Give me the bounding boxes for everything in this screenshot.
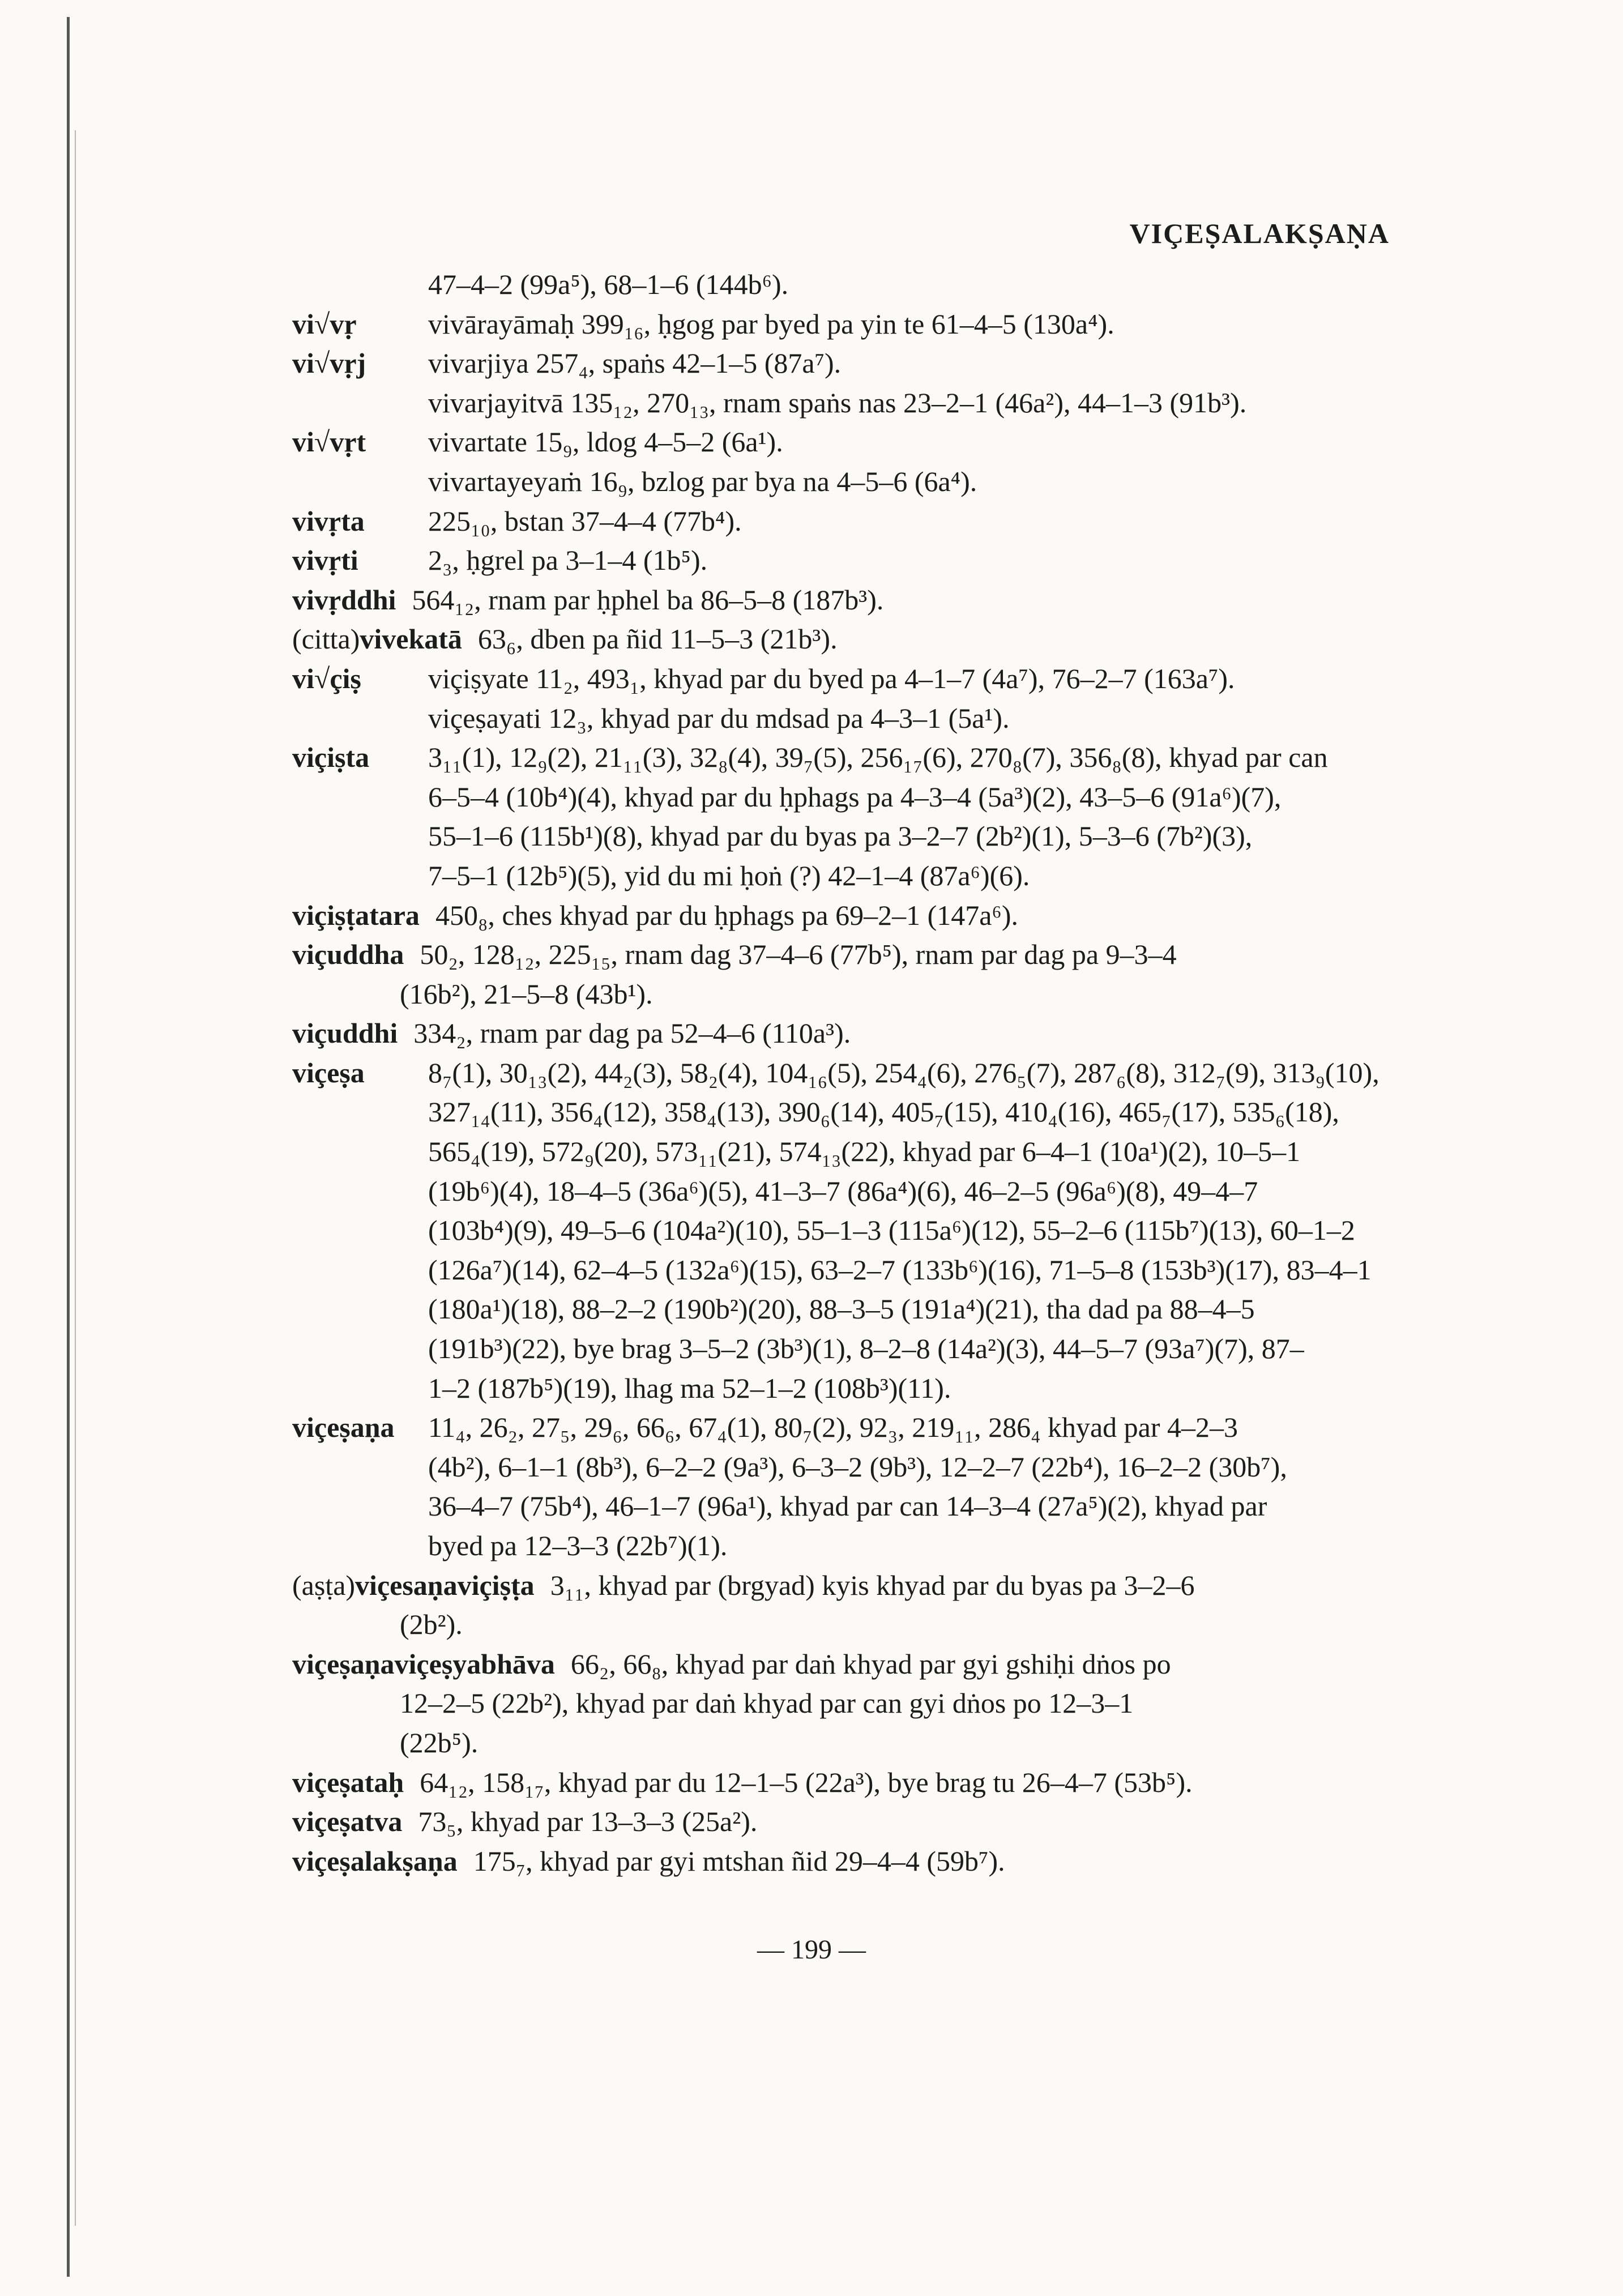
headword-text: vivṛti [292, 544, 358, 577]
entry-list [292, 265, 1391, 1881]
entry-headword [292, 1648, 555, 1680]
entry-line: vivarjiya 257₄, spaṅs 42–1–5 (87a⁷). [428, 347, 842, 379]
entry-body [428, 344, 1391, 383]
headword-text: viçeṣa [292, 1056, 365, 1089]
dictionary-entry [292, 383, 1391, 423]
entry-body [428, 462, 1391, 502]
dictionary-entry [292, 1645, 1391, 1763]
entry-line: 6–5–4 (10b⁴)(4), khyad par du ḥphags pa 4–3–4 (5a³)(2), 43–5–6 (91a⁶)(7), [428, 780, 1282, 813]
entry-line: 8₇(1), 30₁₃(2), 44₂(3), 58₂(4), 104₁₆(5), 254₄(6), 276₅(7), 287₆(8), 312₇(9), 313₉(10), [428, 1056, 1379, 1089]
entry-headword [292, 1766, 404, 1798]
dictionary-entry [292, 265, 1391, 305]
headword-prefix: (aṣṭa) [292, 1569, 356, 1601]
entry-headword [292, 623, 462, 655]
entry-line: (191b³)(22), bye brag 3–5–2 (3b³)(1), 8–2–8 (14a²)(3), 44–5–7 (93a⁷)(7), 87– [428, 1333, 1304, 1365]
dictionary-entry [292, 462, 1391, 502]
page-binding-edge [67, 17, 70, 2277]
entry-headword [292, 305, 428, 344]
headword-text: viçeṣatva [292, 1806, 403, 1838]
entry-headword [292, 1017, 398, 1049]
entry-headword [292, 899, 420, 931]
entry-headword [292, 1408, 428, 1448]
entry-body [428, 383, 1391, 423]
headword-text: vivṛta [292, 505, 365, 537]
headword-text: viçesaṇaviçiṣṭa [355, 1569, 535, 1601]
entry-continuation-line: 12–2–5 (22b²), khyad par daṅ khyad par can gyi dṅos po 12–3–1 [400, 1687, 1134, 1719]
entry-text: 73₅, khyad par 13–3–3 (25a²). [418, 1806, 758, 1838]
headword-text: viçeṣaṇaviçeṣyabhāva [292, 1648, 555, 1680]
entry-headword [292, 1806, 402, 1837]
entry-line: 327₁₄(11), 356₄(12), 358₄(13), 390₆(14), 405₇(15), 410₄(16), 465₇(17), 535₆(18), [428, 1096, 1339, 1128]
dictionary-entry [292, 423, 1391, 462]
headword-text: viçiṣṭatara [292, 899, 420, 931]
entry-headword [292, 541, 428, 581]
dictionary-entry [292, 1802, 1391, 1842]
headword-text: vi√vṛ [292, 308, 357, 340]
entry-line [292, 1566, 1391, 1606]
entry-body [428, 423, 1391, 462]
entry-body [428, 699, 1391, 739]
entry-line: 11₄, 26₂, 27₅, 29₆, 66₆, 67₄(1), 80₇(2), 92₃, 219₁₁, 286₄ khyad par 4–2–3 [428, 1411, 1238, 1444]
headword-text: viçeṣataḥ [292, 1766, 404, 1798]
dictionary-entry [292, 305, 1391, 344]
entry-line [292, 1645, 1391, 1684]
entry-line: vivarjayitvā 135₁₂, 270₁₃, rnam spaṅs nas 23–2–1 (46a²), 44–1–3 (91b³). [428, 386, 1247, 419]
entry-headword [292, 1845, 458, 1877]
entry-headword [292, 1053, 428, 1093]
entry-text: 63₆, dben pa ñid 11–5–3 (21b³). [477, 623, 838, 655]
dictionary-entry [292, 502, 1391, 541]
entry-body [428, 738, 1391, 895]
entry-line: (4b²), 6–1–1 (8b³), 6–2–2 (9a³), 6–3–2 (9b³), 12–2–7 (22b⁴), 16–2–2 (30b⁷), [428, 1450, 1287, 1483]
dictionary-entry [292, 1763, 1391, 1803]
entry-headword [292, 1569, 535, 1601]
entry-text: 334₂, rnam par dag pa 52–4–6 (110a³). [413, 1017, 851, 1049]
entry-line: (180a¹)(18), 88–2–2 (190b²)(20), 88–3–5 (191a⁴)(21), tha dad pa 88–4–5 [428, 1293, 1255, 1325]
entry-text: 564₁₂, rnam par ḥphel ba 86–5–8 (187b³). [412, 583, 884, 616]
entry-headword [292, 584, 396, 616]
entry-body [428, 1408, 1391, 1565]
entry-line [292, 1014, 1391, 1053]
running-header: VIÇEṢALAKṢAṆA [1129, 217, 1390, 249]
entry-line [292, 896, 1391, 936]
entry-line: 3₁₁(1), 12₉(2), 21₁₁(3), 32₈(4), 39₇(5), 256₁₇(6), 270₈(7), 356₈(8), khyad par can [428, 741, 1328, 774]
entry-body [428, 1053, 1391, 1408]
entry-headword [292, 659, 428, 699]
dictionary-entry [292, 659, 1391, 699]
page-binding-shadow [75, 130, 76, 2226]
dictionary-entry [292, 581, 1391, 620]
entry-line: 565₄(19), 572₉(20), 573₁₁(21), 574₁₃(22), khyad par 6–4–1 (10a¹)(2), 10–5–1 [428, 1136, 1301, 1168]
dictionary-entry [292, 935, 1391, 1014]
entry-headword [292, 938, 404, 970]
dictionary-entry [292, 1408, 1391, 1565]
entry-line [292, 1802, 1391, 1842]
dictionary-entry [292, 344, 1391, 383]
entry-line [292, 1763, 1391, 1803]
entry-line [292, 620, 1391, 659]
entry-line [292, 935, 1391, 975]
headword-text: viçuddha [292, 938, 404, 971]
entry-line: (126a⁷)(14), 62–4–5 (132a⁶)(15), 63–2–7 (133b⁶)(16), 71–5–8 (153b³)(17), 83–4–1 [428, 1253, 1372, 1286]
dictionary-entry [292, 1842, 1391, 1881]
entry-text: 450₈, ches khyad par du ḥphags pa 69–2–1 (147a⁶). [435, 899, 1019, 931]
entry-body [428, 305, 1391, 344]
dictionary-entry [292, 1053, 1391, 1408]
dictionary-entry [292, 699, 1391, 739]
dictionary-entry [292, 1566, 1391, 1645]
entry-line: viçiṣyate 11₂, 493₁, khyad par du byed pa 4–1–7 (4a⁷), 76–2–7 (163a⁷). [428, 662, 1235, 694]
entry-headword [292, 738, 428, 778]
entry-line: 2₃, ḥgrel pa 3–1–4 (1b⁵). [428, 544, 708, 577]
headword-text: vivṛddhi [292, 583, 396, 616]
dictionary-entry [292, 738, 1391, 895]
entry-line: (103b⁴)(9), 49–5–6 (104a²)(10), 55–1–3 (115a⁶)(12), 55–2–6 (115b⁷)(13), 60–1–2 [428, 1214, 1355, 1247]
entry-line: 225₁₀, bstan 37–4–4 (77b⁴). [428, 505, 742, 537]
entry-line: byed pa 12–3–3 (22b⁷)(1). [428, 1530, 728, 1561]
entry-continuation-line: (16b²), 21–5–8 (43b¹). [400, 978, 653, 1010]
entry-line: vivārayāmaḥ 399₁₆, ḥgog par byed pa yin te 61–4–5 (130a⁴). [428, 308, 1114, 340]
entry-body [428, 659, 1391, 699]
entry-body [428, 265, 1391, 305]
headword-text: viçiṣta [292, 741, 370, 774]
headword-text: vi√çiṣ [292, 662, 361, 694]
entry-line: 7–5–1 (12b⁵)(5), yid du mi ḥoṅ (?) 42–1–4 (87a⁶)(6). [428, 859, 1030, 891]
entry-text: 175₇, khyad par gyi mtshan ñid 29–4–4 (59b⁷). [473, 1845, 1005, 1877]
entry-line: vivartayeyaṁ 16₉, bzlog par bya na 4–5–6 (6a⁴). [428, 465, 977, 497]
entry-body [428, 502, 1391, 541]
entry-headword [292, 502, 428, 541]
entry-text: 64₁₂, 158₁₇, khyad par du 12–1–5 (22a³), bye brag tu 26–4–7 (53b⁵). [420, 1766, 1193, 1798]
entry-line: (19b⁶)(4), 18–4–5 (36a⁶)(5), 41–3–7 (86a⁴)(6), 46–2–5 (96a⁶)(8), 49–4–7 [428, 1175, 1258, 1207]
entry-text: 3₁₁, khyad par (brgyad) kyis khyad par du byas pa 3–2–6 [550, 1569, 1195, 1601]
entry-line [292, 581, 1391, 620]
entry-body [428, 541, 1391, 581]
headword-text: viçuddhi [292, 1017, 398, 1049]
entry-line: 47–4–2 (99a⁵), 68–1–6 (144b⁶). [428, 268, 789, 300]
entry-line: viçeṣayati 12₃, khyad par du mdsad pa 4–3–1 (5a¹). [428, 702, 1010, 734]
dictionary-entry [292, 896, 1391, 936]
headword-text: vi√vṛj [292, 347, 366, 379]
headword-text: viçeṣalakṣaṇa [292, 1845, 458, 1877]
entry-line: 1–2 (187b⁵)(19), lhag ma 52–1–2 (108b³)(11). [428, 1372, 951, 1404]
entry-continuation-line: (2b²). [400, 1608, 463, 1641]
entry-continuation-line: (22b⁵). [400, 1726, 479, 1759]
entry-line: 36–4–7 (75b⁴), 46–1–7 (96a¹), khyad par can 14–3–4 (27a⁵)(2), khyad par [428, 1490, 1267, 1522]
entry-line: vivartate 15₉, ldog 4–5–2 (6a¹). [428, 426, 783, 458]
entry-text: 66₂, 66₈, khyad par daṅ khyad par gyi gshiḥi dṅos po [570, 1648, 1171, 1680]
headword-text: viçeṣaṇa [292, 1411, 395, 1444]
dictionary-entry [292, 1014, 1391, 1053]
entry-headword [292, 423, 428, 462]
headword-text: vi√vṛt [292, 426, 366, 458]
entry-text: 50₂, 128₁₂, 225₁₅, rnam dag 37–4–6 (77b⁵), rnam par dag pa 9–3–4 [420, 938, 1177, 971]
headword-text: vivekatā [360, 623, 462, 655]
entry-line: 55–1–6 (115b¹)(8), khyad par du byas pa 3–2–7 (2b²)(1), 5–3–6 (7b²)(3), [428, 820, 1253, 852]
headword-prefix: (citta) [292, 623, 360, 655]
dictionary-entry [292, 620, 1391, 659]
dictionary-entry [292, 541, 1391, 581]
entry-headword [292, 344, 428, 383]
entry-line [292, 1842, 1391, 1881]
page-number: — 199 — [757, 1935, 866, 1965]
